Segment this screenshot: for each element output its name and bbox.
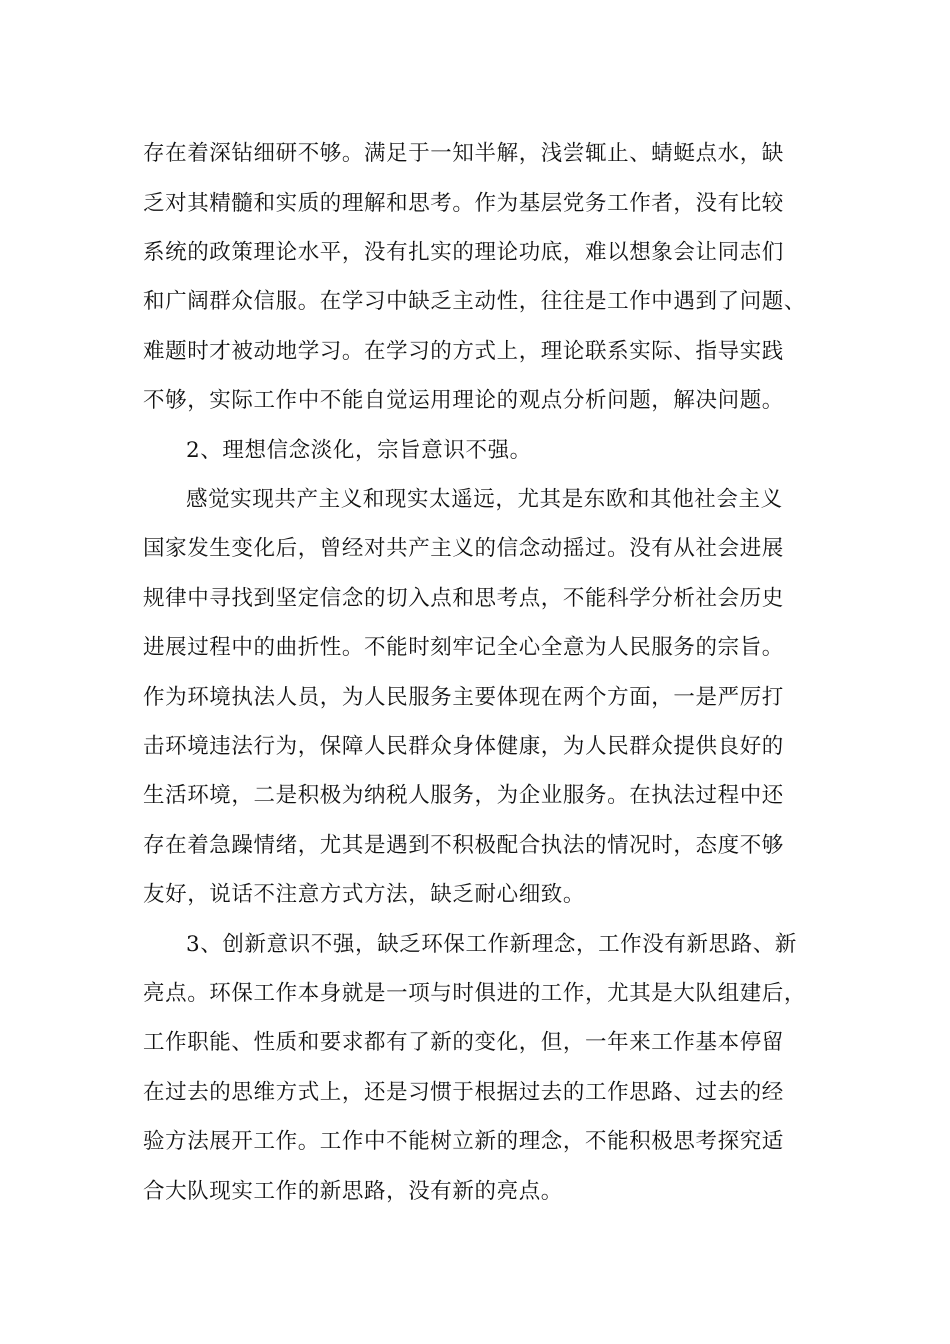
section-heading: 3、创新意识不强，缺乏环保工作新理念，工作没有新思路、新 — [186, 932, 797, 957]
text-line: 感觉实现共产主义和现实太遥远，尤其是东欧和其他社会主义 — [186, 487, 783, 512]
text-line: 友好，说话不注意方式方法，缺乏耐心细致。 — [143, 882, 586, 907]
text-line: 亮点。环保工作本身就是一项与时俱进的工作，尤其是大队组建后， — [143, 981, 807, 1006]
text-line: 进展过程中的曲折性。不能时刻牢记全心全意为人民服务的宗旨。 — [143, 635, 784, 660]
text-line: 系统的政策理论水平，没有扎实的理论功底，难以想象会让同志们 — [143, 240, 784, 265]
text-line: 作为环境执法人员，为人民服务主要体现在两个方面，一是严厉打 — [143, 685, 784, 710]
text-line: 不够，实际工作中不能自觉运用理论的观点分析问题，解决问题。 — [143, 388, 784, 413]
text-line: 存在着急躁情绪，尤其是遇到不积极配合执法的情况时，态度不够 — [143, 833, 784, 858]
text-line: 在过去的思维方式上，还是习惯于根据过去的工作思路、过去的经 — [143, 1080, 784, 1105]
text-line: 击环境违法行为，保障人民群众身体健康，为人民群众提供良好的 — [143, 734, 784, 759]
text-line: 和广阔群众信服。在学习中缺乏主动性，往往是工作中遇到了问题、 — [143, 289, 807, 314]
text-line: 国家发生变化后，曾经对共产主义的信念动摇过。没有从社会进展 — [143, 536, 784, 561]
text-line: 验方法展开工作。工作中不能树立新的理念，不能积极思考探究适 — [143, 1129, 784, 1154]
text-line: 乏对其精髓和实质的理解和思考。作为基层党务工作者，没有比较 — [143, 191, 784, 216]
text-line: 存在着深钻细研不够。满足于一知半解，浅尝辄止、蜻蜓点水，缺 — [143, 141, 784, 166]
text-line: 合大队现实工作的新思路，没有新的亮点。 — [143, 1179, 563, 1204]
section-heading: 2、理想信念淡化，宗旨意识不强。 — [186, 438, 532, 463]
text-line: 难题时才被动地学习。在学习的方式上，理论联系实际、指导实践 — [143, 339, 784, 364]
text-line: 工作职能、性质和要求都有了新的变化，但，一年来工作基本停留 — [143, 1030, 784, 1055]
text-line: 规律中寻找到坚定信念的切入点和思考点，不能科学分析社会历史 — [143, 586, 784, 611]
text-line: 生活环境，二是积极为纳税人服务，为企业服务。在执法过程中还 — [143, 783, 784, 808]
